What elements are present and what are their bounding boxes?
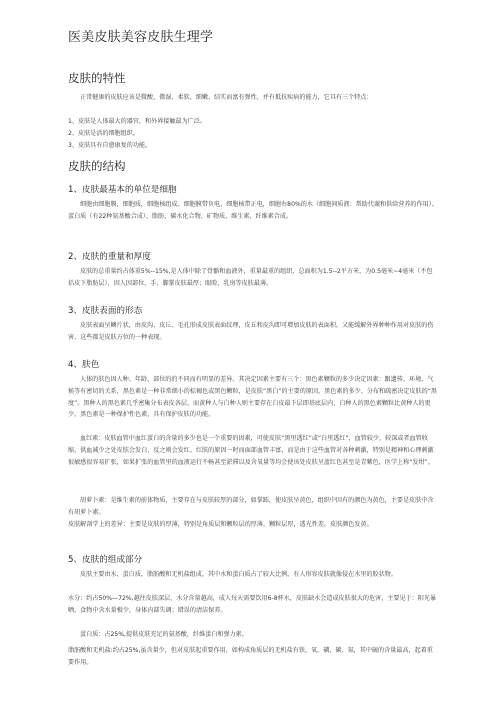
paragraph-weight-thickness: 皮肤的总重量约占体重5%--15%,是人体中除了骨骼和血液外，重量最重的组织，总面积为1.5--2平方米，为0.5毫米~4毫米（不包括皮下脂肪层），因人因部位，手、脚掌皮肤最厚；眼睑、乳房等皮肤最薄。 <box>68 268 433 287</box>
document-title: 医美皮肤美容皮肤生理学 <box>68 30 214 45</box>
list-item: 2、皮肤是活的细胞组织。 <box>68 130 139 137</box>
paragraph-characteristics: 正常健康的皮肤应该是微酸、微湿、柔软、细嫩、结实而富有弹性，并有抵抗疾病的能力，它具有三个特点： <box>80 94 373 101</box>
list-item: 1、皮肤是人体最大的器官，和外界接触最为广泛。 <box>68 118 206 125</box>
section-heading-structure: 皮肤的结构 <box>68 159 126 173</box>
paragraph-fatty-acids: 脂肪酸和无机盐:约占25%,虽含量少，但对皮肤起重要作用，如构成角质层的无机盐有铁、氧、磷、碳、氮，其中硫的含量最高，起着重要作用。 <box>68 647 433 666</box>
subheading-components: 5、皮肤的组成部分 <box>68 555 143 565</box>
paragraph-hemoglobin: 血红素：皮肤血管中血红蛋白的含量的多少也是一个重要的因素，可使皮肤“黑里透红”或“白里透红”，血管较少，较深或者血管收缩，供血减少之处皮肤会发白，反之则会发红。红肤的原因一时而面部血管丰富，而是由于这些血管对各种刺激，特别是精神和心理刺激很敏感很容易扩张，如果扩张的血管里的血液运行不畅甚至淤滞以及含氧量等均会使该处皮肤呈蓝红色甚至是青紫色，医学上称“发绀”。 <box>68 435 434 466</box>
section-heading-characteristics: 皮肤的特性 <box>68 71 126 85</box>
paragraph-water: 水分：约占50%—72%,越往皮肤深层，水分含量越高，成人每天需要饮用6-8杯水，皮肤缺水会造成皮肤很大的危害，主要见于：阳光暴晒，食物中含水量极少，身体内部失调；错误的清洁保养。 <box>68 595 437 614</box>
subheading-skin-color: 4、肤色 <box>68 360 100 370</box>
paragraph-cell: 细胞由细胞膜，细胞质，细胞核组成。细胞膜带负电，细胞核带正电，细胞右80%的水（细胞间质液：帮助代谢和供给营养的作用）、蛋白质（有22种氨基酸合成）、脂肪、碳水化合物、矿物质、维生素、纤维素合成。 <box>68 201 438 220</box>
subheading-cell: 1、皮肤最基本的单位是细胞 <box>68 185 177 195</box>
paragraph-anatomy: 皮肤解剖学上的差异：主要是皮肤的厚薄，特别是角质层和颗粒层的厚薄，颗粒层厚，透光性差，皮肤颜色发黄。 <box>68 521 373 528</box>
list-item: 3、皮肤具有自愈康复的功能。 <box>68 142 152 149</box>
paragraph-surface-form: 皮肤表面呈鳞片状，由皮沟、皮丘、毛孔形成皮肤表面纹理，皮丘和皮沟即可增加皮肤的表面积，又能缓解外界种种作用对皮肤的伤害，这些都是皮肤方位的一种表现。 <box>68 322 434 341</box>
paragraph-melanin: 人体的肤色因人种、年龄、部位的的不同而有明显的差异。其决定因素主要有三个：黑色素颗粒的多少决定因素：跟遗传、环境、气候等有密切的关系，黑色素是一种非常细小的棕褐色或黑色颗粒，是皮肤“黑白”的主要的原因，黑色素的多少、分布和疏密决定皮肤的“黑度”。黑种人的黑色素几乎密集分布表皮各层，而黄种人与白种人则主要存在白皮最下层即基底层内，白种人的黑色素颗粒比黄种人的更少。黑色素是一种保护性色素，具有保护皮肤的功能。 <box>68 376 438 419</box>
paragraph-protein: 蛋白质：占25%,提供皮肤充足的氨基酸，纤维蛋白和弹力素。 <box>80 631 248 638</box>
paragraph-components: 皮肤主要由水、蛋白质、脂肪酸和无机盐组成，其中水和蛋白质占了较大比例，有人形容皮肤就像侵在水里的胶状物。 <box>80 571 397 578</box>
paragraph-carotene: 胡萝卜素：是维生素的前体物质，主要存在与皮肤较厚的部分，如掌跖，使皮肤呈黄色，组织中因有的颜色为黄色，主要是皮肤中含有胡萝卜素。 <box>68 497 434 516</box>
subheading-surface-form: 3、皮肤表面的形态 <box>68 306 143 316</box>
subheading-weight-thickness: 2、皮肤的重量和厚度 <box>68 252 151 262</box>
